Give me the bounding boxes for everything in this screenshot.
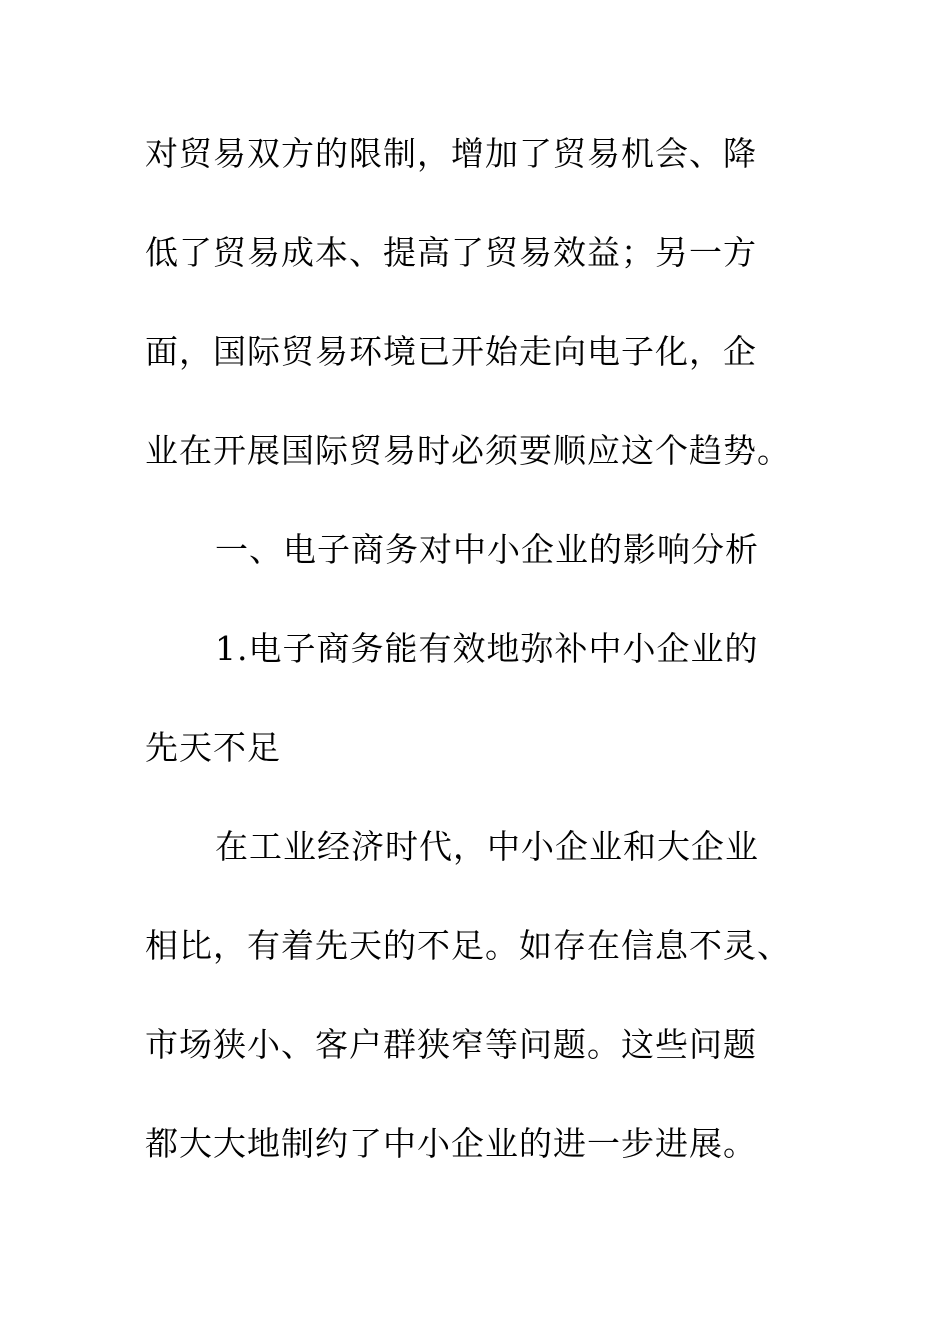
paragraph-line: 业在开展国际贸易时必须要顺应这个趋势。 [145,431,791,470]
paragraph-line: 在工业经济时代，中小企业和大企业 [215,827,759,866]
subsection-heading: 1.电子商务能有效地弥补中小企业的 [215,629,759,668]
paragraph-line: 市场狭小、客户群狭窄等问题。这些问题 [145,1025,757,1064]
paragraph-line: 相比，有着先天的不足。如存在信息不灵、 [145,926,791,965]
paragraph-line: 面，国际贸易环境已开始走向电子化，企 [145,332,757,371]
paragraph-line: 对贸易双方的限制，增加了贸易机会、降 [145,134,757,173]
subsection-heading-continued: 先天不足 [145,728,281,767]
paragraph-line: 低了贸易成本、提高了贸易效益；另一方 [145,233,757,272]
section-heading: 一、电子商务对中小企业的影响分析 [215,530,759,569]
body-text [145,124,805,1213]
paragraph-line: 都大大地制约了中小企业的进一步进展。 [145,1124,757,1163]
